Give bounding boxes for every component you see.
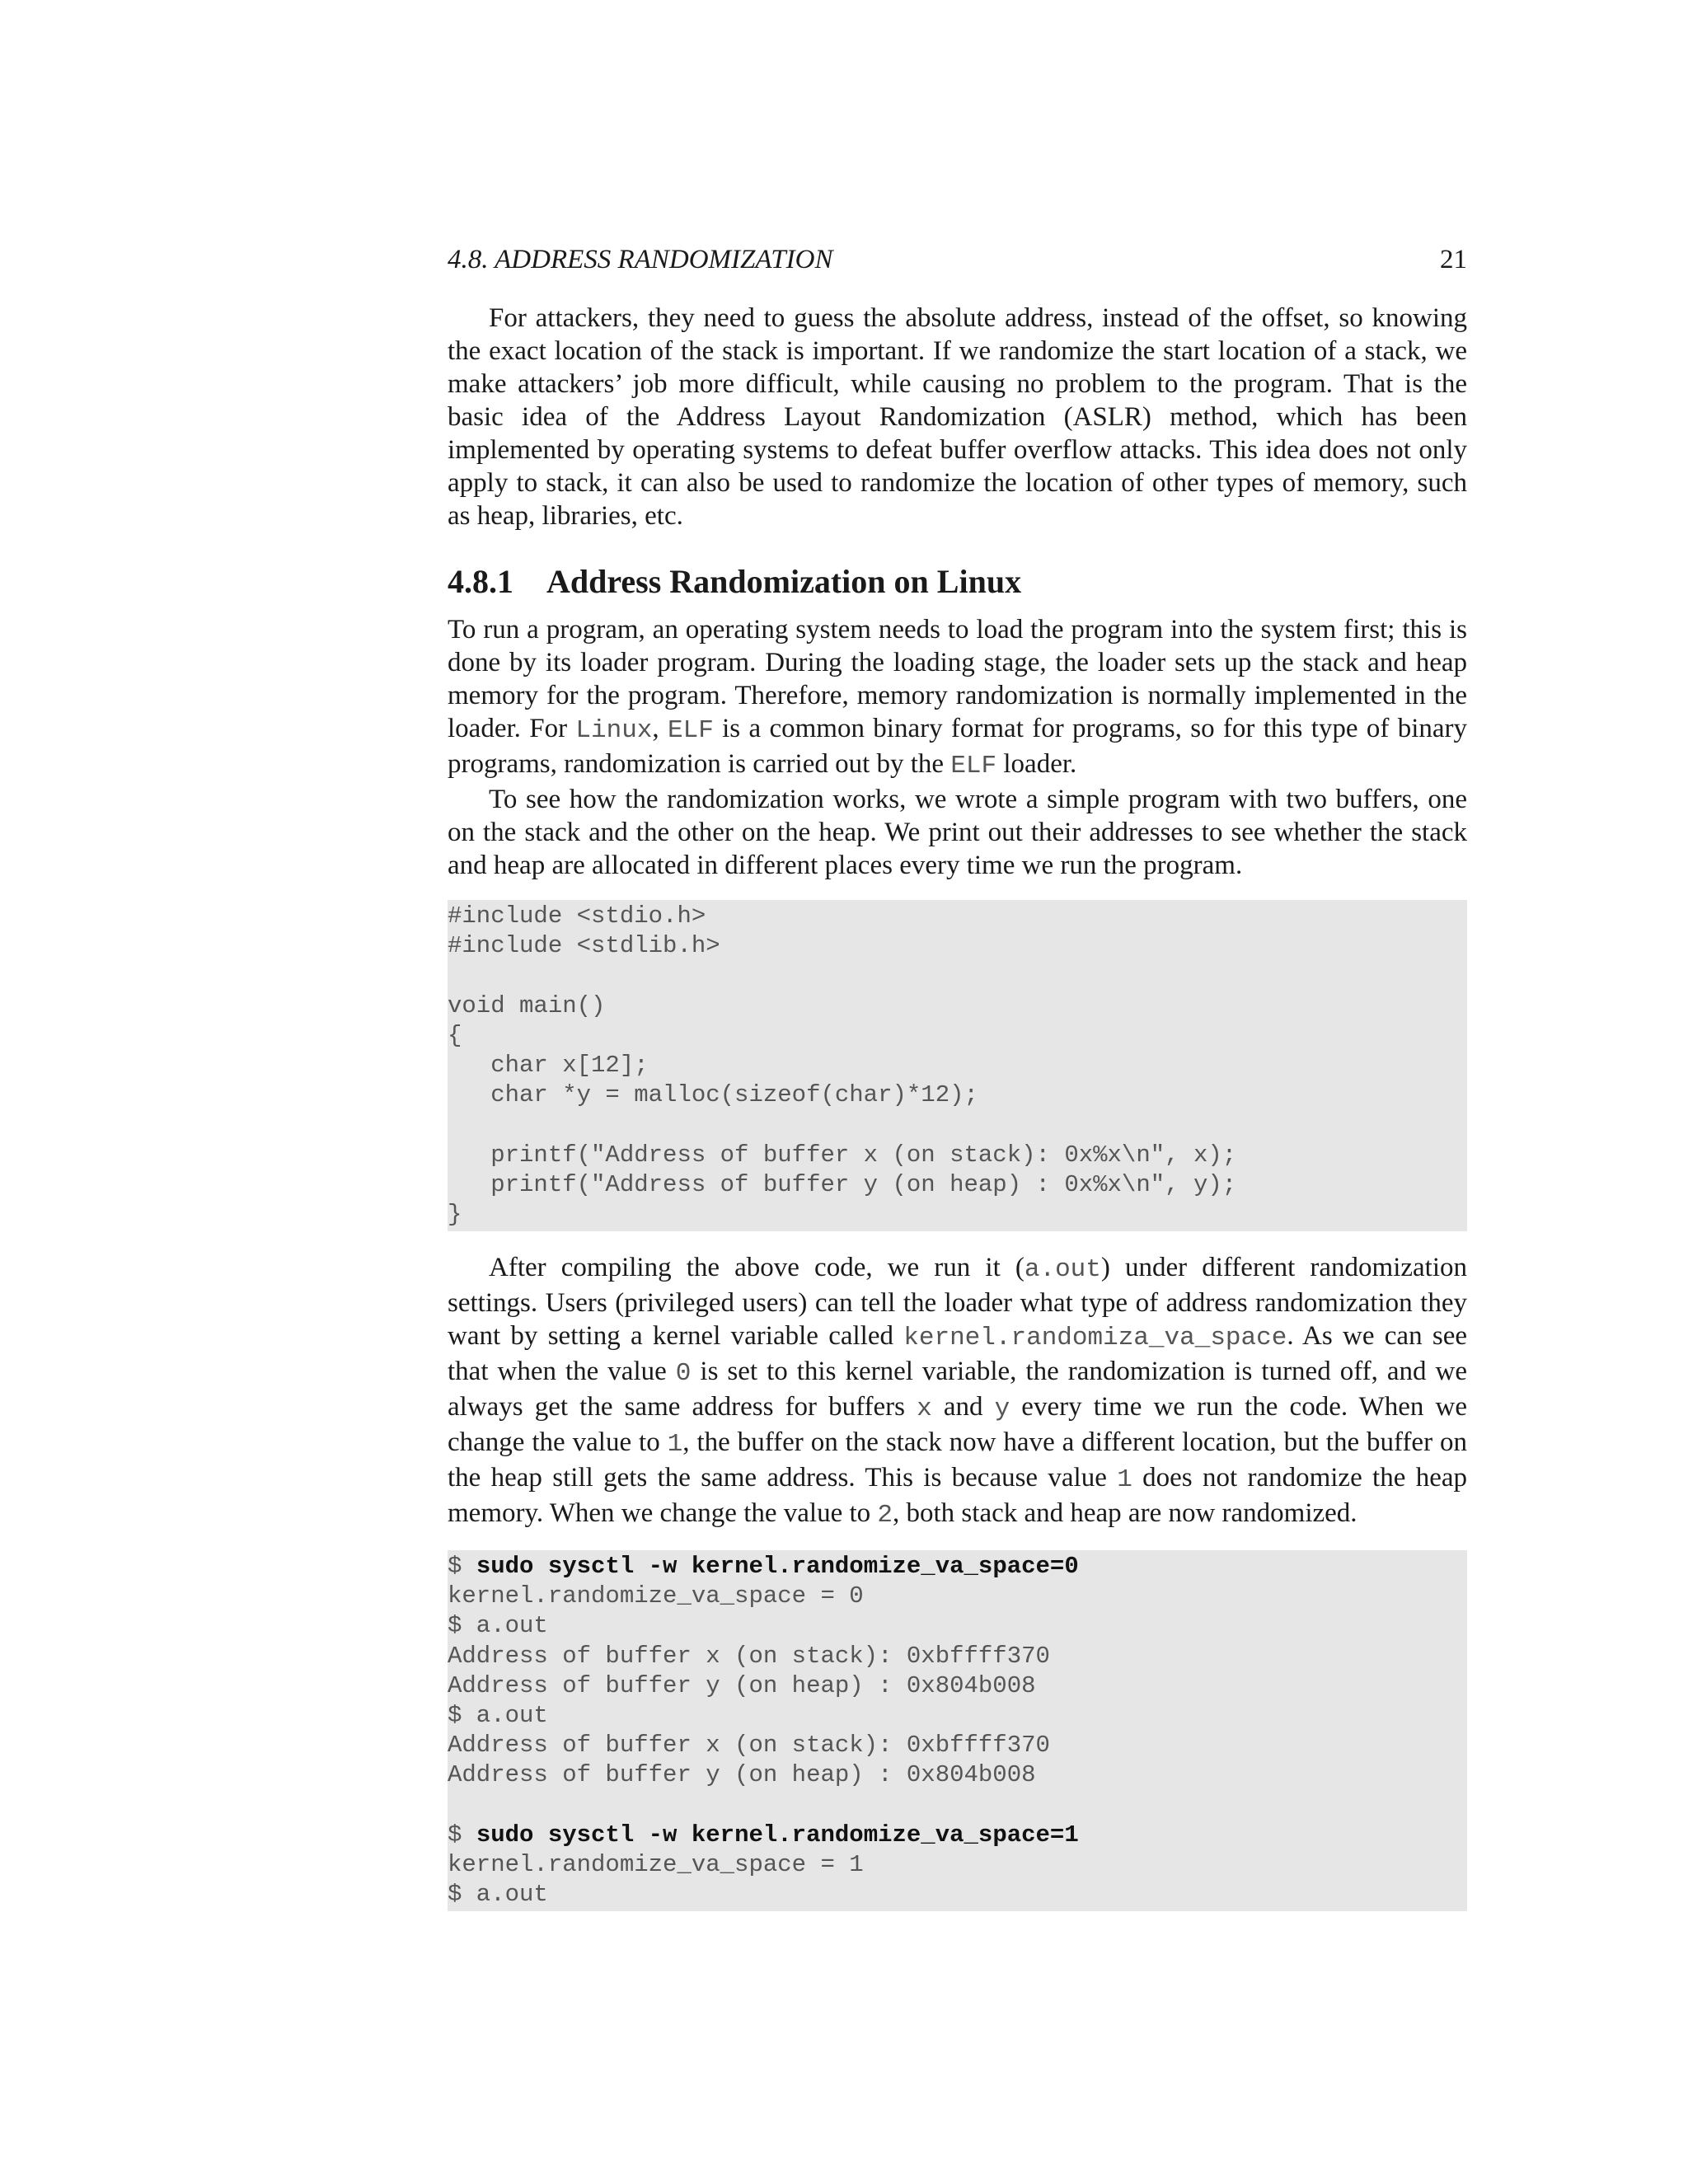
running-header (448, 241, 1467, 279)
code-line: printf("Address of buffer x (on stack): 0x%x\n", x); (448, 1141, 1237, 1169)
inline-code-y: y (994, 1394, 1010, 1424)
terminal-blank-line (448, 1791, 1467, 1821)
shell-prompt: $ (448, 1553, 476, 1581)
shell-prompt: $ (448, 1821, 476, 1849)
inline-code-x: x (917, 1394, 932, 1424)
terminal-output (448, 1550, 1467, 1911)
document-page (448, 241, 1467, 1911)
terminal-line: kernel.randomize_va_space = 1 (448, 1850, 864, 1878)
terminal-command: sudo sysctl -w kernel.randomize_va_space=0 (476, 1553, 1079, 1581)
page-number: 21 (1440, 245, 1467, 274)
subsection-number: 4.8.1 (448, 563, 513, 600)
code-line: char x[12]; (448, 1051, 649, 1079)
code-line (448, 1110, 1467, 1140)
inline-code-aout: a.out (1024, 1255, 1101, 1285)
terminal-command: sudo sysctl -w kernel.randomize_va_space=1 (476, 1821, 1079, 1849)
code-listing (448, 900, 1467, 1231)
code-line: printf("Address of buffer y (on heap) : 0x%x\n", y); (448, 1170, 1237, 1198)
terminal-line: Address of buffer y (on heap) : 0x804b008 (448, 1671, 1036, 1699)
code-line: void main() (448, 991, 606, 1019)
terminal-command-line (448, 1552, 1467, 1582)
inline-code-linux: Linux (575, 716, 653, 745)
terminal-line: Address of buffer y (on heap) : 0x804b008 (448, 1761, 1036, 1789)
intro-paragraph: For attackers, they need to guess the absolute address, instead of the offset, so knowing the exact location of the stack is important. If we randomize the start location of a stack, we make attackers’ job more difficult, while causing no problem to the program. That is the basic idea of the Address Layout Randomization (ASLR) method, which has been implemented by operating systems to defeat buffer overflow attacks. This idea does not only apply to stack, it can also be used to randomize the location of other types of memory, such as heap, libraries, etc. (448, 303, 1467, 531)
code-line: #include <stdlib.h> (448, 932, 720, 960)
code-line: #include <stdio.h> (448, 902, 706, 930)
inline-code-value: 0 (675, 1359, 692, 1389)
paragraph-randomization-settings: After compiling the above code, we run it (a.out) under different randomization settings. Users (privileged users) can tell the loader what type of address randomization they want by setting a kernel variable called kernel.randomiza_va_space. As we can see that when the value 0 is set to this kernel variable, the randomization is turned off, and we always get the same address for buffers x and y every time we run the code. When we change the value to 1, the buffer on the stack now have a different location, but the buffer on the heap still gets the same address. This is because value 1 does not randomize the heap memory. When we change the value to 2, both stack and heap are now randomized. (448, 1253, 1468, 1530)
terminal-line: kernel.randomize_va_space = 0 (448, 1582, 864, 1610)
subsection-title: Address Randomization on Linux (546, 563, 1022, 600)
running-header-title: 4.8. ADDRESS RANDOMIZATION (448, 245, 833, 274)
terminal-command-line (448, 1821, 1467, 1850)
terminal-line: Address of buffer x (on stack): 0xbffff370 (448, 1732, 1050, 1760)
inline-code-kernel-var: kernel.randomiza_va_space (903, 1324, 1287, 1353)
inline-code-value: 1 (1117, 1465, 1132, 1495)
terminal-line: Address of buffer x (on stack): 0xbffff370 (448, 1642, 1050, 1670)
code-line (448, 961, 1467, 991)
inline-code-elf: ELF (950, 752, 997, 780)
paragraph-experiment: To see how the randomization works, we wrote a simple program with two buffers, one on the stack and the other on the heap. We print out their addresses to see whether the stack and heap are allocated in different places every time we run the program. (448, 785, 1467, 880)
code-line: char *y = malloc(sizeof(char)*12); (448, 1081, 978, 1109)
inline-code-value: 1 (667, 1430, 683, 1460)
subsection-heading (448, 560, 1467, 603)
paragraph-loader: To run a program, an operating system needs to load the program into the system first; this is done by its loader program. During the loading stage, the loader sets up the stack and heap memory for the program. Therefore, memory randomization is normally implemented in the loader. For Linux, ELF is a common binary format for programs, so for this type of binary programs, randomization is carried out by the ELF loader. (448, 615, 1467, 780)
inline-code-value: 2 (877, 1501, 893, 1530)
code-line: } (448, 1200, 462, 1228)
inline-code-elf: ELF (668, 716, 714, 745)
terminal-line: $ a.out (448, 1881, 548, 1909)
terminal-line: $ a.out (448, 1702, 548, 1729)
terminal-line: $ a.out (448, 1612, 548, 1640)
code-line: { (448, 1021, 462, 1049)
